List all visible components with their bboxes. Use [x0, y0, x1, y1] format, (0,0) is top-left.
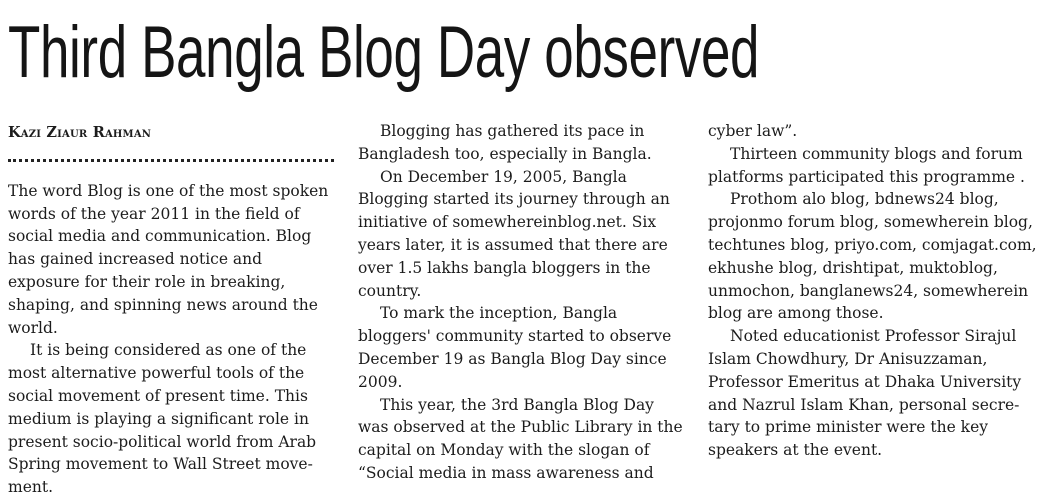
paragraph-continued: cyber law”.: [708, 122, 798, 140]
paragraph: Prothom alo blog, bdnews24 blog, projonmo forum blog, somewherein blog, techtunes blog, priyo.com, comjagat.com, ekhushe blog, drishtipat, muktoblog, unmochon, banglanews24, somewherein blog are among those.: [708, 190, 1037, 323]
paragraph: Blogging has gathered its pace in Bangladesh too, especially in Bangla.: [358, 122, 652, 163]
column-2: [358, 120, 688, 485]
column-3: [708, 120, 1038, 462]
paragraph: The word Blog is one of the most spoken words of the year 2011 in the field of social media and communication. Blog has gained increased notice and exposure for their role in breaking, shaping, and spinning news around the world.: [8, 181, 329, 337]
byline: Kazi Ziaur Rahman: [8, 124, 152, 141]
paragraph: To mark the inception, Bangla bloggers' community started to observe December 19 as Bangla Blog Day since 2009.: [358, 304, 672, 391]
dotted-divider: [8, 159, 334, 162]
column-1: [8, 120, 338, 499]
headline: Third Bangla Blog Day observed: [8, 12, 760, 93]
paragraph: Thirteen community blogs and forum platforms participated this programme .: [708, 144, 1025, 186]
paragraph: This year, the 3rd Bangla Blog Day was observed at the Public Library in the capital on Monday with the slogan of “Social media in mass awareness and: [358, 395, 683, 482]
paragraph: Noted educationist Professor Sirajul Islam Chowdhury, Dr Anisuzzaman, Professor Emeritus at Dhaka University and Nazrul Islam Khan, personal secretary to prime minister were the key speakers at the event.: [708, 327, 1022, 460]
paragraph: It is being considered as one of the most alternative powerful tools of the social movement of present time. This medium is playing a significant role in present socio-political world from Arab Spring movement to Wall Street movement.: [8, 341, 317, 497]
paragraph: On December 19, 2005, Bangla Blogging started its journey through an initiative of somewhereinblog.net. Six years later, it is assumed that there are over 1.5 lakhs bangla bloggers in the country.: [358, 167, 670, 300]
